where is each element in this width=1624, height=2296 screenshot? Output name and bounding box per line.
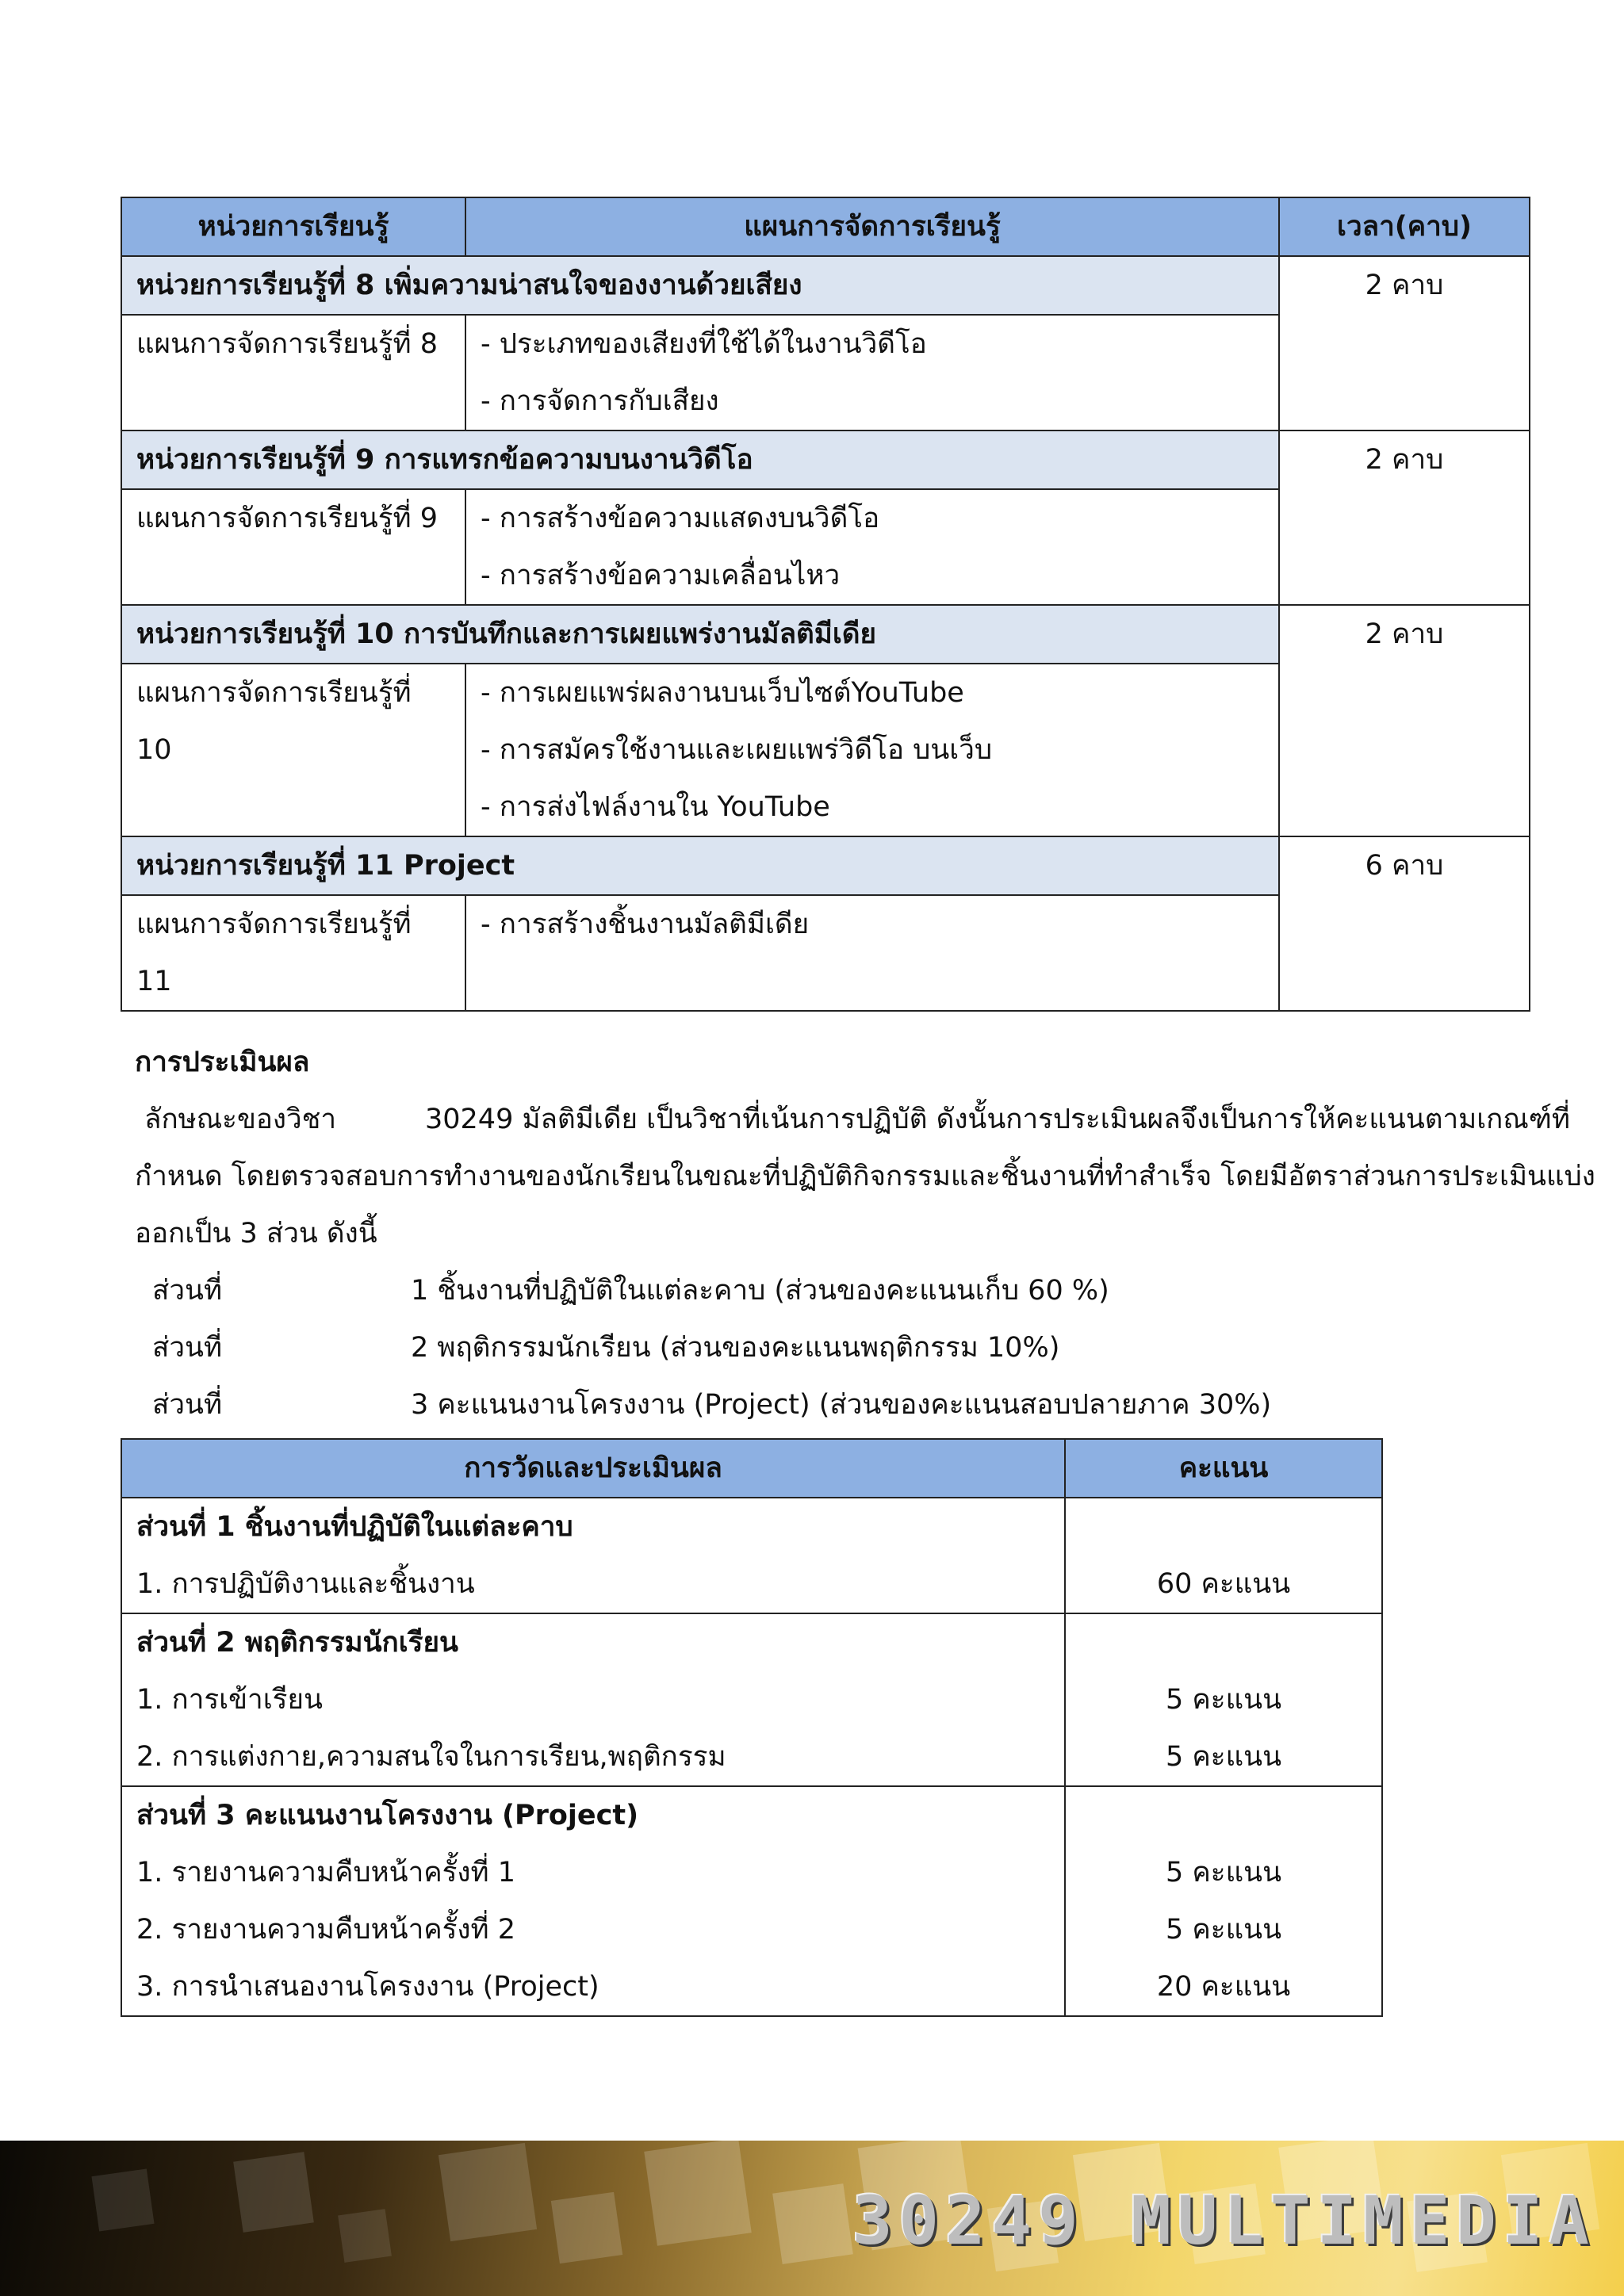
section-items xyxy=(121,1498,1065,1613)
part-text: 3 คะแนนงานโครงงาน (Project) (ส่วนของคะแนนสอบปลายภาค 30%) xyxy=(411,1389,1272,1421)
table-header-row xyxy=(121,197,1530,256)
assessment-line: กำหนด โดยตรวจสอบการทำงานของนักเรียนในขณะที่ปฏิบัติกิจกรรมและชิ้นงานที่ทำสำเร็จ โดยมีอัตราส่วนการประเมินแบ่ง xyxy=(135,1161,1595,1192)
learning-plan-table xyxy=(121,197,1530,1012)
unit-row xyxy=(121,256,1530,315)
unit-time: 2 คาบ xyxy=(1279,605,1530,836)
topic-item: - การสมัครใช้งานและเผยแพร่วิดีโอ บนเว็บ xyxy=(481,734,993,766)
part-label: ส่วนที่ xyxy=(152,1389,223,1421)
part-text: 1 ชิ้นงานที่ปฏิบัติในแต่ละคาบ (ส่วนของคะแนนเก็บ 60 %) xyxy=(411,1275,1109,1307)
item-label: 3. การนำเสนองานโครงงาน (Project) xyxy=(136,1971,599,2003)
score-section xyxy=(121,1498,1382,1613)
topic-item: - การสร้างชิ้นงานมัลติมีเดีย xyxy=(481,909,810,940)
unit-time: 2 คาบ xyxy=(1279,430,1530,605)
unit-time: 6 คาบ xyxy=(1279,836,1530,1011)
item-score: 5 คะแนน xyxy=(1165,1741,1281,1773)
item-score: 5 คะแนน xyxy=(1165,1857,1281,1888)
plan-label: แผนการจัดการเรียนรู้ที่ 10 xyxy=(121,664,465,836)
plan-topics xyxy=(465,315,1279,430)
unit-title: หน่วยการเรียนรู้ที่ 10 การบันทึกและการเผยแพร่งานมัลติมีเดีย xyxy=(121,605,1279,664)
subject-description: 30249 มัลติมีเดีย เป็นวิชาที่เน้นการปฏิบัติ ดังนั้นการประเมินผลจึงเป็นการให้คะแนนตามเกณฑ์ที่ xyxy=(425,1104,1570,1135)
score-table xyxy=(121,1438,1383,2017)
part-label: ส่วนที่ xyxy=(152,1275,223,1307)
item-score: 5 คะแนน xyxy=(1165,1684,1281,1716)
section-title: ส่วนที่ 2 พฤติกรรมนักเรียน xyxy=(136,1627,458,1659)
header-assessment: การวัดและประเมินผล xyxy=(121,1439,1065,1498)
unit-title: หน่วยการเรียนรู้ที่ 11 Project xyxy=(121,836,1279,895)
part-label: ส่วนที่ xyxy=(152,1332,223,1364)
unit-title: หน่วยการเรียนรู้ที่ 9 การแทรกข้อความบนงานวิดีโอ xyxy=(121,430,1279,489)
unit-title: หน่วยการเรียนรู้ที่ 8 เพิ่มความน่าสนใจของงานด้วยเสียง xyxy=(121,256,1279,315)
assessment-part xyxy=(135,1319,1546,1376)
unit-row xyxy=(121,430,1530,489)
score-section xyxy=(121,1613,1382,1786)
item-label: 1. การเข้าเรียน xyxy=(136,1684,323,1716)
assessment-heading: การประเมินผล xyxy=(135,1047,310,1078)
header-score: คะแนน xyxy=(1065,1439,1382,1498)
subject-label: ลักษณะของวิชา xyxy=(144,1104,337,1135)
topic-item: - การเผยแพร่ผลงานบนเว็บไซต์YouTube xyxy=(481,677,964,709)
unit-row xyxy=(121,836,1530,895)
plan-topics xyxy=(465,664,1279,836)
section-scores xyxy=(1065,1613,1382,1786)
section-title: ส่วนที่ 1 ชิ้นงานที่ปฏิบัติในแต่ละคาบ xyxy=(136,1511,573,1543)
item-label: 1. การปฏิบัติงานและชิ้นงาน xyxy=(136,1568,475,1600)
plan-topics xyxy=(465,489,1279,605)
score-spacer xyxy=(1080,1787,1367,1844)
banner-title: 30249 MULTIMEDIA xyxy=(852,2182,1595,2260)
assessment-line: ออกเป็น 3 ส่วน ดังนี้ xyxy=(135,1218,377,1249)
score-section xyxy=(121,1786,1382,2016)
unit-time: 2 คาบ xyxy=(1279,256,1530,430)
item-label: 2. รายงานความคืบหน้าครั้งที่ 2 xyxy=(136,1914,515,1946)
score-spacer xyxy=(1080,1614,1367,1671)
plan-topics xyxy=(465,895,1279,1011)
topic-item: - การส่งไฟล์งานใน YouTube xyxy=(481,791,830,823)
plan-label: แผนการจัดการเรียนรู้ที่ 9 xyxy=(121,489,465,605)
topic-item: - ประเภทของเสียงที่ใช้ได้ในงานวิดีโอ xyxy=(481,328,927,360)
part-text: 2 พฤติกรรมนักเรียน (ส่วนของคะแนนพฤติกรรม 10%) xyxy=(411,1332,1060,1364)
topic-item: - การสร้างข้อความแสดงบนวิดีโอ xyxy=(481,503,880,534)
topic-item: - การสร้างข้อความเคลื่อนไหว xyxy=(481,560,841,591)
section-items xyxy=(121,1786,1065,2016)
score-spacer xyxy=(1080,1498,1367,1556)
item-score: 60 คะแนน xyxy=(1156,1568,1291,1600)
plan-label: แผนการจัดการเรียนรู้ที่ 8 xyxy=(121,315,465,430)
assessment-part xyxy=(135,1376,1546,1433)
item-score: 5 คะแนน xyxy=(1165,1914,1281,1946)
table-header-row xyxy=(121,1439,1382,1498)
section-scores xyxy=(1065,1498,1382,1613)
assessment-section xyxy=(135,1034,1595,1433)
header-unit: หน่วยการเรียนรู้ xyxy=(121,197,465,256)
plan-label: แผนการจัดการเรียนรู้ที่ 11 xyxy=(121,895,465,1011)
section-items xyxy=(121,1613,1065,1786)
item-label: 2. การแต่งกาย,ความสนใจในการเรียน,พฤติกรรม xyxy=(136,1741,726,1773)
assessment-part xyxy=(135,1262,1546,1319)
footer-banner xyxy=(0,2141,1624,2296)
assessment-line xyxy=(135,1091,1570,1148)
item-score: 20 คะแนน xyxy=(1156,1971,1291,2003)
section-title: ส่วนที่ 3 คะแนนงานโครงงาน (Project) xyxy=(136,1800,639,1831)
topic-item: - การจัดการกับเสียง xyxy=(481,385,719,417)
item-label: 1. รายงานความคืบหน้าครั้งที่ 1 xyxy=(136,1857,515,1888)
unit-row xyxy=(121,605,1530,664)
section-scores xyxy=(1065,1786,1382,2016)
header-time: เวลา(คาบ) xyxy=(1279,197,1530,256)
header-plan: แผนการจัดการเรียนรู้ xyxy=(465,197,1279,256)
